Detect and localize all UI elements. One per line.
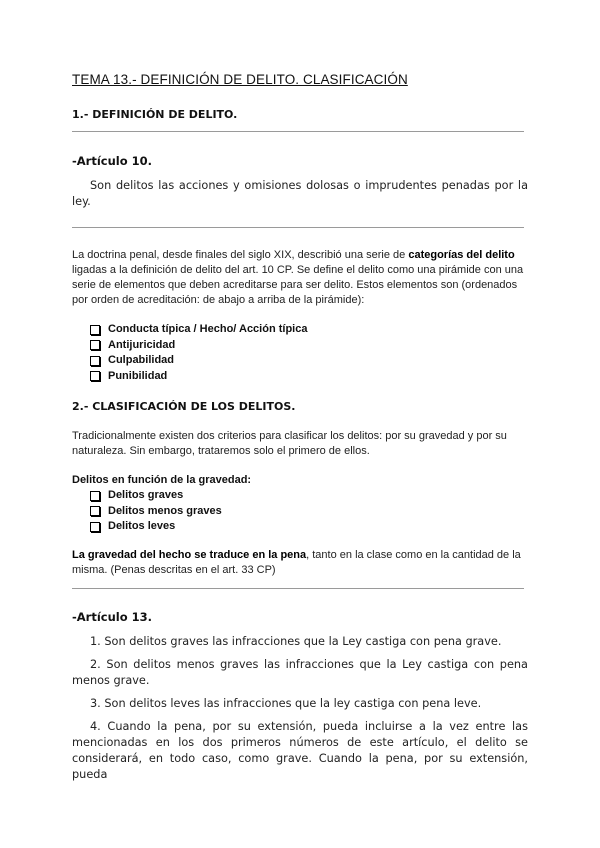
traduccion-bold: La gravedad del hecho se traduce en la pena <box>72 549 307 561</box>
gravedad-list <box>90 488 222 535</box>
list-item-label: Delitos menos graves <box>108 504 222 517</box>
checkbox-bullet-icon <box>90 325 100 335</box>
list-item <box>90 519 222 535</box>
list-item <box>90 504 222 520</box>
list-item-label: Antijuricidad <box>108 338 176 351</box>
doctrina-text-2: ligadas a la definición de delito del art. 10 CP. Se define el delito como una pirámide con una serie de elementos que deben acreditarse para ser delito. Estos elementos son (ordenados por orden de acreditación: de abajo a arriba de la pirámide): <box>72 264 524 306</box>
articulo-10-heading: -Artículo 10. <box>72 154 153 168</box>
elementos-list <box>90 322 307 384</box>
list-item-label: Punibilidad <box>108 369 168 382</box>
checkbox-bullet-icon <box>90 506 100 516</box>
divider <box>72 588 524 589</box>
divider <box>72 227 524 228</box>
gravedad-heading: Delitos en función de la gravedad: <box>72 474 252 486</box>
traduccion-text: , tanto en la clase como en la cantidad de la misma. (Penas descritas en el art. 33 CP) <box>72 549 521 576</box>
checkbox-bullet-icon <box>90 340 100 350</box>
list-item <box>90 322 307 338</box>
list-item-label: Delitos graves <box>108 489 184 501</box>
doctrina-paragraph <box>72 248 532 308</box>
articulo-13-p3: 3. Son delitos leves las infracciones que la ley castiga con pena leve. <box>90 697 482 710</box>
articulo-10-text: Son delitos las acciones y omisiones dolosas o imprudentes penadas por la ley. <box>72 179 528 208</box>
articulo-13-p2: 2. Son delitos menos graves las infracciones que la Ley castiga con pena menos grave. <box>72 658 528 687</box>
checkbox-bullet-icon <box>90 491 100 501</box>
articulo-13-heading: -Artículo 13. <box>72 610 153 624</box>
checkbox-bullet-icon <box>90 371 100 381</box>
divider <box>72 131 524 132</box>
list-item <box>90 353 307 369</box>
list-item-label: Delitos leves <box>108 520 176 532</box>
section-1-heading: 1.- DEFINICIÓN DE DELITO. <box>72 108 238 121</box>
traduccion-paragraph <box>72 548 532 578</box>
list-item-label: Conducta típica / Hecho/ Acción típica <box>108 323 308 335</box>
checkbox-bullet-icon <box>90 522 100 532</box>
section-2-heading: 2.- CLASIFICACIÓN DE LOS DELITOS. <box>72 400 296 413</box>
articulo-13-p4: 4. Cuando la pena, por su extensión, pueda incluirse a la vez entre las mencionadas en los dos primeros números de este artículo, el delito se considerará, en todo caso, como grave. Cuando la pena, por su extensión, pueda <box>72 720 528 781</box>
list-item <box>90 369 307 385</box>
doctrina-text-1: La doctrina penal, desde finales del siglo XIX, describió una serie de <box>72 249 409 261</box>
page-title: TEMA 13.- DEFINICIÓN DE DELITO. CLASIFICACIÓN <box>72 72 408 87</box>
list-item <box>90 338 307 354</box>
criterios-paragraph: Tradicionalmente existen dos criterios para clasificar los delitos: por su gravedad y por su naturaleza. Sin embargo, trataremos solo el primero de ellos. <box>72 430 507 457</box>
checkbox-bullet-icon <box>90 356 100 366</box>
list-item <box>90 488 222 504</box>
articulo-13-p1: 1. Son delitos graves las infracciones que la Ley castiga con pena grave. <box>90 635 502 648</box>
doctrina-bold: categorías del delito <box>408 249 515 261</box>
list-item-label: Culpabilidad <box>108 354 174 366</box>
